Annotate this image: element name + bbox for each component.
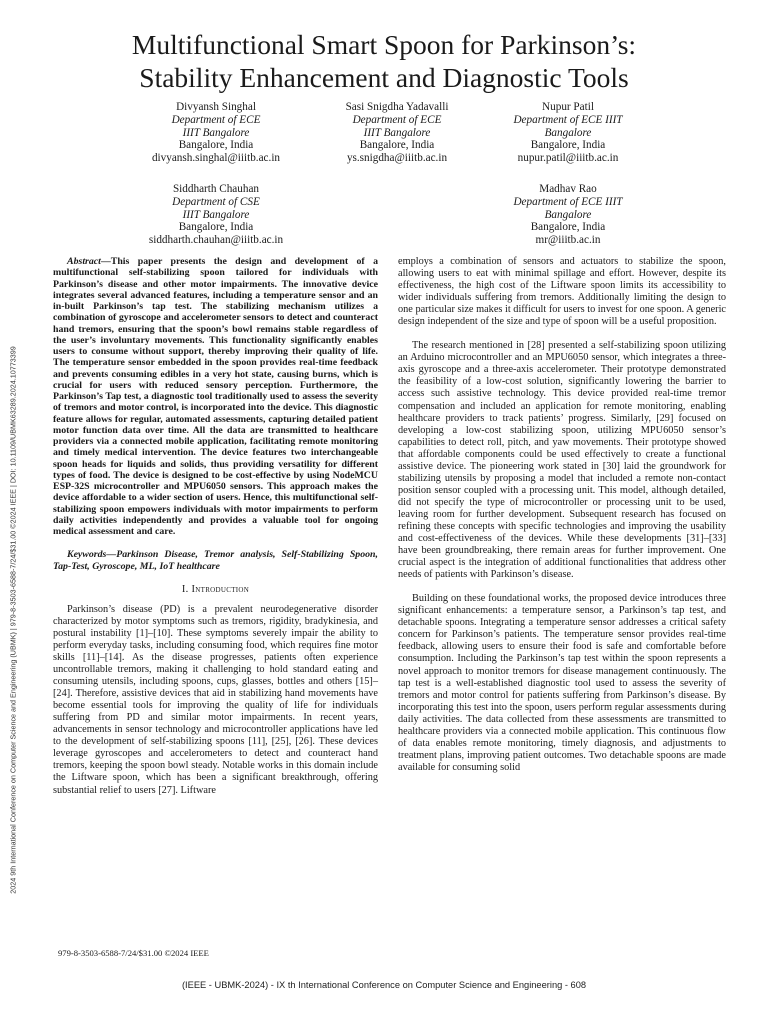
section-heading-introduction: I. Introduction	[181, 583, 250, 595]
author-email: ys.snigdha@iiitb.ac.in	[346, 152, 448, 165]
author-institution: IIIT Bangalore	[363, 126, 431, 139]
page-footer: (IEEE - UBMK-2024) - IX th International Conference on Computer Science and Engineering - 608	[181, 980, 587, 990]
keywords-text: —Parkinson Disease, Tremor analysis, Self-Stabilizing Spoon, Tap-Test, Gyroscope, ML, IoT healthcare	[53, 549, 378, 572]
author-name: Madhav Rao	[539, 183, 597, 195]
author-block-5	[468, 183, 668, 247]
author-location: Bangalore, India	[178, 221, 254, 234]
author-institution: Bangalore	[544, 126, 592, 139]
body-paragraph: The research mentioned in [28] presented a self-stabilizing spoon utilizing an Arduino microcontroller and an MPU6050 sensor, which integrates a three-axis gyroscope and a three-axis accelerometer. Their prototype demonstrated the feasibility of a low-cost solution, significantly lowering the barrier to access such assistive technology. This device provided real-time tremor compensation and included an application for remote monitoring, enabling healthcare providers to track patients’ progress. Similarly, [29] focused on developing a low-cost stabilizing spoon, utilizing MPU6050 sensor’s capabilities to detect roll, pitch, and yaw movements. Their prototype showed that affordable components could be used effectively to create a functional assistive device. The pioneering work stated in [30] laid the groundwork for stabilizing utensils by proposing a model that included a remote non-contact position sensor coupled with a processing unit. This model, although detailed, did not specify the type of microcontroller or processing unit to be used, leaving room for further development. Subsequent research has focused on refining these concepts with specific technologies and improving the usability and cost-effectiveness of the devices. While these developments [31]–[33] have been groundbreaking, there remain areas for further improvement. One crucial aspect is the integration of additional functionalities that address other needs of patients with Parkinson’s disease.	[398, 340, 726, 581]
author-department: Department of ECE	[352, 113, 442, 126]
author-institution: IIIT Bangalore	[182, 126, 250, 139]
keywords-label: Keywords	[67, 549, 107, 561]
abstract-text: —This paper presents the design and development of a multifunctional self-stabilizing spoon tailored for individuals with Parkinson’s disease and other motor impairments. The innovative device integrates several advanced features, including a temperature sensor and an in-built Parkinson’s tap test. The stabilizing mechanism utilizes a combination of gyroscope and accelerometer sensors to detect and counteract hand tremors, ensuring that the spoon’s bowl remains stable regardless of the user’s involuntary movements. This functionality significantly enables users to consume without support, thereby improving their quality of life. The temperature sensor embedded in the spoon provides real-time feedback and prevents consuming edibles in a very hot state, causing burns, which is crucial for users with reduced sensory perception. Furthermore, the Parkinson’s Tap test, a diagnostic tool traditionally used to assess the severity of tremors and motor control, is incorporated into the device. This diagnostic feature allows for regular, automated assessments, capturing detailed patient motor function data over time. All the data are transmitted to healthcare providers via a connected mobile application, facilitating remote monitoring and timely medical intervention. The device features two interchangeable spoon heads for liquids and solids, thus providing versatility for different types of food. The device is designed to be cost-effective by using NodeMCU ESP-32S microcontroller and MPU6050 sensors. This approach makes the device affordable to a wider section of users. Hence, this multifunctional self-stabilizing spoon empowers individuals with motor impairments to perform daily activities independently and provides a valuable tool for ongoing medical assessment and care.	[53, 256, 378, 537]
author-email: mr@iiitb.ac.in	[535, 234, 601, 247]
side-margin-citation	[3, 270, 23, 970]
body-paragraph: Parkinson’s disease (PD) is a prevalent neurodegenerative disorder characterized by motor symptoms such as tremors, rigidity, bradykinesia, and postural instability [1]–[10]. These symptoms severely impair the ability to perform everyday tasks, including consuming food, which requires fine motor skills [11]–[14]. As the disease progresses, patients often experience uncontrollable tremors, making it challenging to hold standard eating and consuming utensils, including spoons, cups, glasses, bottles and others [15]–[24]. Therefore, assistive devices that aid in stabilizing hand movements have become essential tools for improving the quality of life for individuals suffering from PD and similar motor impairments. In recent years, advancements in sensor technology and microcontroller applications have led to the development of self-stabilizing spoons [11], [25], [26]. These devices leverage gyroscopes and accelerometers to detect and counteract hand tremors, keeping the spoon bowl steady. Notable works in this domain include the Liftware spoon, which has been a significant breakthrough, offering substantial relief to users [27]. Liftware	[53, 603, 378, 796]
author-email: nupur.patil@iiitb.ac.in	[517, 152, 619, 165]
author-location: Bangalore, India	[178, 139, 254, 152]
body-paragraph: employs a combination of sensors and actuators to stabilize the spoon, allowing users to eat with minimal spillage and effort. However, despite its effectiveness, the high cost of the Liftware spoon limits its accessibility to wider individuals suffering from tremors. Additionally limiting the design to one particular size makes it difficult for users to invest for one spoon. A generic design independent of the size and type of spoon will be a useful proposition.	[398, 256, 726, 328]
paper-title-line-1: Multifunctional Smart Spoon for Parkinson’s:	[131, 29, 637, 60]
author-location: Bangalore, India	[530, 221, 606, 234]
paper-title	[60, 28, 708, 94]
author-name: Siddharth Chauhan	[172, 183, 260, 195]
side-margin-citation-text: 2024 9th International Conference on Computer Science and Engineering (UBMK) | 979-8-3503-6588-7/24/$31.00 ©2024 IEEE | DOI: 10.1109/UBMK63289.2024.10773399	[8, 346, 18, 894]
author-name: Nupur Patil	[542, 101, 594, 113]
author-location: Bangalore, India	[359, 139, 435, 152]
author-name: Divyansh Singhal	[176, 101, 256, 113]
author-department: Department of CSE	[172, 195, 260, 208]
author-department: Department of ECE	[171, 113, 261, 126]
author-email: divyansh.singhal@iiitb.ac.in	[151, 152, 281, 165]
left-column	[53, 256, 378, 797]
keywords	[53, 549, 378, 572]
author-location: Bangalore, India	[530, 139, 606, 152]
abstract	[53, 256, 378, 537]
author-block-3	[468, 101, 668, 165]
author-department: Department of ECE IIIT	[513, 113, 623, 126]
author-department: Department of ECE IIIT	[513, 195, 623, 208]
copyright-footnote: 979-8-3503-6588-7/24/$31.00 ©2024 IEEE	[58, 948, 209, 958]
author-institution: Bangalore	[544, 208, 592, 221]
abstract-label: Abstract	[67, 256, 101, 267]
author-block-4	[116, 183, 316, 247]
right-column	[398, 256, 726, 774]
author-name: Sasi Snigdha Yadavalli	[345, 101, 449, 113]
author-institution: IIIT Bangalore	[182, 208, 250, 221]
author-email: siddharth.chauhan@iiitb.ac.in	[148, 234, 284, 247]
author-block-2	[297, 101, 497, 165]
body-paragraph: Building on these foundational works, the proposed device introduces three significant enhancements: a temperature sensor, a Parkinson’s tap test, and detachable spoons. Integrating a temperature sensor addresses a critical safety concern for Parkinson’s patients. The temperature sensor provides real-time feedback, allowing users to ensure their food is safe and comfortable before consumption. Including the Parkinson’s tap test within the spoon represents a novel approach to monitor tremors for disease management continuously. The tap test is a well-established diagnostic tool used to assess the severity of tremors and motor control for patients suffering from Parkinson’s disease. By incorporating this test into the spoon, users perform regular assessments during daily activities. The data collected from these assessments are transmitted to healthcare providers via a connected mobile application. This continuous flow of data enables remote monitoring, timely diagnosis, and adjustments to treatment plans, improving patient outcomes. Two detachable spoons are made available for consuming solid	[398, 593, 726, 773]
author-block-1	[116, 101, 316, 165]
paper-title-line-2: Stability Enhancement and Diagnostic Tools	[139, 62, 629, 93]
